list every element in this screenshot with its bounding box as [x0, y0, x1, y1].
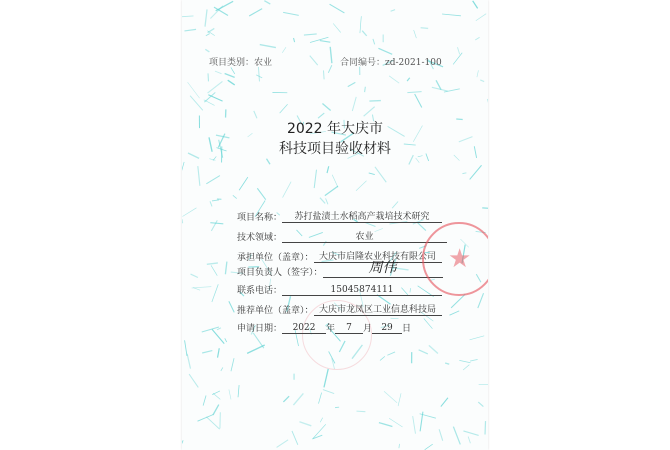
fiber — [327, 166, 329, 173]
fiber — [462, 173, 466, 174]
fiber — [473, 1, 478, 9]
fiber — [391, 10, 395, 12]
fiber — [202, 327, 219, 332]
fiber — [421, 28, 429, 29]
fiber — [206, 417, 219, 429]
fiber — [218, 348, 220, 357]
field-value: 苏打盐渍土水稻高产栽培技术研究 — [282, 209, 442, 223]
fiber — [485, 421, 486, 434]
red-seal — [422, 222, 488, 296]
fiber — [184, 29, 196, 31]
fiber — [475, 37, 479, 40]
fiber — [213, 393, 220, 399]
fiber — [211, 265, 217, 275]
fiber — [304, 34, 317, 35]
fiber — [480, 80, 484, 82]
fiber — [238, 385, 239, 397]
fiber — [320, 418, 322, 423]
fiber — [322, 103, 330, 110]
fiber — [299, 422, 311, 426]
fiber — [352, 97, 356, 111]
fiber — [217, 328, 221, 330]
fiber — [330, 4, 345, 13]
fiber — [233, 195, 237, 198]
title-line1: 2022 年大庆市 — [286, 121, 384, 137]
fiber — [212, 329, 224, 343]
fiber — [399, 444, 400, 448]
fiber — [450, 311, 460, 315]
fiber — [187, 354, 190, 369]
field-value: 农业 — [282, 229, 447, 243]
document-page — [182, 0, 488, 450]
field-label: 技术领域： — [237, 233, 283, 243]
fiber — [182, 440, 183, 447]
fiber — [190, 96, 203, 111]
fiber — [360, 16, 361, 33]
fiber — [197, 415, 213, 422]
fiber — [283, 12, 299, 15]
field-value: 大庆市龙凤区工业信息科技局 — [314, 302, 442, 316]
fiber — [283, 182, 292, 198]
fiber — [369, 173, 375, 175]
date-day: 29 — [372, 323, 402, 334]
fiber — [375, 167, 386, 182]
fiber — [356, 181, 366, 191]
fiber — [459, 360, 470, 362]
fiber — [225, 262, 226, 275]
fiber — [229, 389, 231, 399]
fiber — [384, 391, 397, 402]
field-project-name — [237, 209, 442, 223]
fiber — [185, 340, 187, 356]
fiber — [293, 393, 303, 405]
date-year: 2022 — [282, 323, 326, 334]
fiber — [215, 71, 222, 74]
signature: 周伟 — [323, 257, 443, 278]
fiber — [210, 223, 223, 224]
fiber — [445, 363, 449, 364]
contract-number: 合同编号：zd-2021-100 — [340, 58, 442, 68]
fiber — [211, 220, 217, 231]
fiber — [325, 186, 338, 195]
fiber — [249, 9, 262, 16]
fiber — [221, 367, 223, 370]
fiber — [210, 201, 212, 206]
fiber — [356, 411, 365, 412]
fiber — [326, 198, 328, 204]
fiber — [206, 176, 220, 184]
fiber — [182, 16, 194, 17]
fiber — [439, 429, 443, 440]
fiber — [392, 201, 398, 208]
fiber — [208, 81, 223, 93]
fiber — [482, 208, 488, 209]
fiber — [294, 38, 295, 42]
fiber — [280, 104, 288, 113]
field-leader — [237, 260, 443, 278]
fiber — [206, 34, 210, 36]
fiber — [320, 198, 325, 204]
field-date — [237, 320, 411, 334]
project-category: 项目类别：农业 — [209, 58, 273, 68]
fiber — [231, 358, 234, 371]
fiber — [207, 263, 218, 264]
date-day-unit: 日 — [402, 324, 412, 334]
fiber — [369, 101, 380, 102]
fiber — [416, 158, 420, 163]
fiber — [387, 352, 395, 355]
fiber — [212, 284, 218, 302]
fiber — [442, 14, 461, 16]
fiber — [453, 53, 462, 65]
fiber — [310, 56, 318, 65]
fiber — [239, 177, 248, 190]
fiber — [212, 391, 220, 395]
fiber — [364, 107, 375, 117]
fiber — [478, 293, 484, 308]
fiber — [277, 440, 289, 448]
field-label: 承担单位（盖章）： — [237, 253, 314, 263]
fiber — [415, 94, 422, 107]
fiber — [257, 188, 265, 199]
fiber — [264, 1, 270, 4]
fiber — [470, 359, 477, 361]
fiber — [463, 431, 478, 435]
fiber — [407, 78, 410, 81]
fiber — [453, 427, 460, 445]
fiber — [183, 208, 197, 217]
fiber — [182, 219, 183, 223]
fiber — [365, 87, 366, 92]
fiber — [282, 47, 286, 53]
fiber — [389, 76, 399, 83]
fiber — [258, 67, 259, 81]
fiber — [323, 390, 334, 394]
field-label: 项目名称： — [237, 213, 283, 223]
fiber — [451, 294, 465, 308]
field-label: 联系电话： — [237, 286, 283, 296]
fiber — [292, 431, 298, 445]
fiber — [202, 351, 212, 353]
fiber — [229, 301, 234, 312]
fiber — [379, 423, 393, 427]
fiber — [463, 365, 469, 370]
fiber — [205, 9, 207, 26]
fiber — [191, 274, 198, 277]
field-label: 推荐单位（盖章）： — [237, 306, 314, 316]
fiber — [425, 444, 433, 450]
fiber — [198, 166, 200, 186]
fiber — [203, 395, 206, 405]
fiber — [225, 338, 227, 342]
fiber — [470, 165, 482, 179]
date-month-unit: 月 — [363, 324, 373, 334]
field-value: 大庆市启隆农业科技有限公司 — [314, 249, 442, 263]
fiber — [362, 31, 367, 36]
fiber — [320, 41, 330, 43]
fiber — [398, 393, 401, 406]
field-phone — [237, 282, 442, 296]
fiber — [210, 6, 223, 19]
fiber — [228, 80, 235, 85]
fiber — [253, 333, 264, 348]
fiber — [429, 345, 438, 353]
fiber — [205, 49, 209, 52]
fiber — [378, 48, 392, 54]
field-recommender — [237, 302, 442, 316]
fiber — [365, 223, 375, 227]
fiber — [324, 369, 328, 387]
fiber — [333, 23, 341, 32]
fiber — [414, 30, 417, 38]
fiber — [231, 67, 235, 74]
fiber — [208, 28, 215, 32]
fiber — [419, 350, 428, 354]
title-line2: 科技项目验收材料 — [279, 141, 391, 157]
field-label: 项目负责人（签字）： — [237, 268, 323, 278]
fiber — [188, 82, 200, 98]
fiber — [330, 47, 332, 63]
fiber — [318, 393, 321, 404]
field-label: 申请日期： — [237, 324, 283, 334]
fiber — [478, 402, 483, 406]
fiber — [348, 82, 356, 86]
fiber — [457, 47, 459, 54]
star-icon: ★ — [448, 244, 472, 274]
fiber — [260, 45, 276, 48]
fiber — [424, 319, 433, 329]
fiber — [266, 159, 269, 165]
fiber — [208, 95, 222, 101]
field-tech-area — [237, 229, 447, 243]
fiber — [213, 405, 219, 415]
fiber — [476, 14, 486, 21]
fiber — [212, 200, 219, 201]
fiber — [283, 396, 289, 402]
fiber — [468, 437, 470, 444]
fiber — [332, 175, 338, 188]
fiber — [477, 70, 478, 77]
fiber — [312, 435, 322, 439]
fiber — [328, 65, 331, 73]
fiber — [189, 374, 198, 387]
field-value: 15045874111 — [282, 285, 442, 296]
fiber — [373, 39, 375, 44]
fiber — [441, 398, 448, 407]
fiber — [470, 336, 485, 340]
fiber — [314, 170, 316, 188]
fiber — [413, 416, 416, 434]
fiber — [380, 356, 385, 360]
date-month: 7 — [335, 323, 363, 334]
fiber — [182, 162, 184, 173]
fiber — [225, 74, 235, 78]
fiber — [407, 92, 421, 93]
date-year-unit: 年 — [326, 324, 336, 334]
